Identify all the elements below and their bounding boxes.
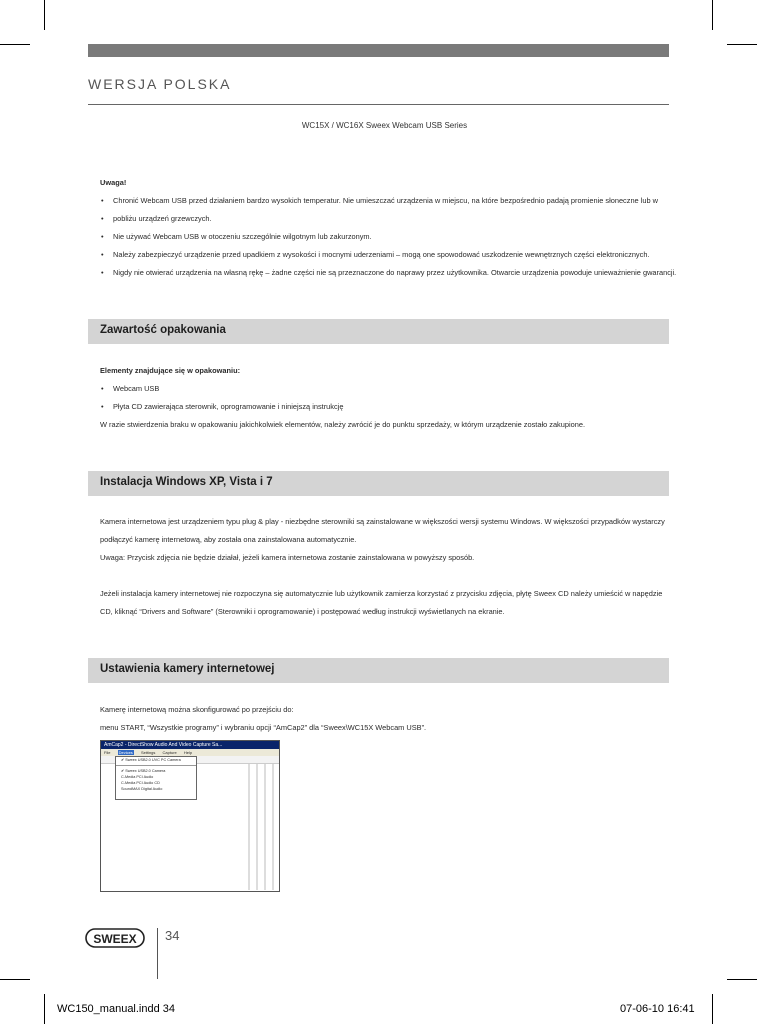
paragraph-line: Uwaga: Przycisk zdjęcia nie będzie działał, jeżeli kamera internetowa zostanie zainstalowana w powyższy sposób. <box>100 553 475 562</box>
package-block <box>100 362 585 434</box>
header-bar <box>88 44 669 57</box>
list-item: • Nigdy nie otwierać urządzenia na własną rękę – żadne części nie są przeznaczone do naprawy przez użytkownika. Otwarcie urządzenia powoduje unieważnienie gwarancji. <box>100 264 676 282</box>
install-block <box>100 513 665 621</box>
menu-file: File <box>104 750 111 755</box>
paragraph-line: podłączyć kamerę internetową, aby została ona zainstalowana automatycznie. <box>100 535 357 544</box>
menu-help: Help <box>183 750 193 755</box>
screenshot-menubar <box>101 749 279 756</box>
section-title: Instalacja Windows XP, Vista i 7 <box>100 476 273 488</box>
list-item-continuation <box>100 210 676 228</box>
list-item: • Nie używać Webcam USB w otoczeniu szczególnie wilgotnym lub zakurzonym. <box>100 228 676 246</box>
video-device-label: Sweex USB2.0 UVC PC Camera <box>125 758 181 762</box>
crop-mark <box>44 0 45 30</box>
stripe <box>248 764 250 890</box>
menu-capture: Capture <box>162 750 177 755</box>
section-header-settings <box>88 658 669 683</box>
dropdown-item: C-Media PCI Audio CD <box>121 781 160 785</box>
package-note: W razie stwierdzenia braku w opakowaniu jakichkolwiek elementów, należy zwrócić je do punktu sprzedaży, w którym urządzenie zostało zakupione. <box>100 420 585 429</box>
menu-devices: Devices <box>118 750 133 755</box>
screenshot-titlebar <box>101 741 279 749</box>
crop-mark <box>727 979 757 980</box>
warning-heading: Uwaga! <box>100 178 127 187</box>
crop-mark <box>712 994 713 1024</box>
title-rule <box>88 104 669 105</box>
list-item: • Płyta CD zawierająca sterownik, oprogramowanie i niniejszą instrukcję <box>100 398 585 416</box>
spacer <box>100 567 665 585</box>
list-item: • Należy zabezpieczyć urządzenie przed upadkiem z wysokości i mocnymi uderzeniami – mogą one spowodować uszkodzenie wewnętrznych części elektronicznych. <box>100 246 676 264</box>
continuation-text: pobliżu urządzeń grzewczych. <box>113 214 212 223</box>
paragraph-line: Kamerę internetową można skonfigurować po przejściu do: <box>100 705 294 714</box>
list-item: • Webcam USB <box>100 380 585 398</box>
section-header-package <box>88 319 669 344</box>
paragraph-line: Jeżeli instalacja kamery internetowej nie rozpoczyna się automatycznie lub użytkownik zamierza korzystać z przycisku zdjęcia, płytę Sweex CD należy umieścić w napędzie <box>100 589 663 598</box>
paragraph-line: CD, kliknąć “Drivers and Software” (Sterowniki i oprogramowanie) i postępować według instrukcji wyświetlanych na ekranie. <box>100 607 505 616</box>
list-item: • Chronić Webcam USB przed działaniem bardzo wysokich temperatur. Nie umieszczać urządzenia w miejscu, na które bezpośrednio padają promienie słoneczne lub w <box>100 192 676 210</box>
devices-dropdown <box>115 756 197 800</box>
paragraph-line: Kamera internetowa jest urządzeniem typu plug & play - niezbędne sterowniki są zainstalowane w większości wersji systemu Windows. W większości przypadków wystarczy <box>100 517 665 526</box>
warning-block <box>100 174 676 282</box>
slug-date: 07-06-10 16:41 <box>620 1003 695 1015</box>
stripe <box>272 764 274 890</box>
dropdown-item: SoundMAX Digital Audio <box>121 787 163 791</box>
settings-block <box>100 701 426 737</box>
crop-mark <box>0 44 30 45</box>
package-subheading: Elementy znajdujące się w opakowaniu: <box>100 366 241 375</box>
logo-text: SWEEX <box>93 932 137 946</box>
dropdown-item: ✔ Sweex USB2.0 UVC PC Camera <box>121 758 181 762</box>
crop-mark <box>727 44 757 45</box>
sweex-logo <box>85 927 145 949</box>
menu-settings: Settings <box>140 750 156 755</box>
page-number: 34 <box>165 928 180 943</box>
stripe <box>256 764 258 890</box>
stripe <box>264 764 266 890</box>
screenshot-title: AmCap2 - DirectShow Audio And Video Capture Sa... <box>104 742 223 748</box>
dropdown-separator <box>116 765 196 766</box>
amcap-screenshot <box>100 740 280 892</box>
section-title: Ustawienia kamery internetowej <box>100 663 275 675</box>
crop-mark <box>712 0 713 30</box>
section-title: Zawartość opakowania <box>100 324 226 336</box>
doc-subtitle <box>0 121 757 130</box>
paragraph-line: menu START, “Wszystkie programy” i wybraniu opcji “AmCap2” dla “Sweex\WC15X Webcam USB”. <box>100 723 427 732</box>
page-rule <box>157 928 158 979</box>
crop-mark <box>44 994 45 1024</box>
dropdown-item: ✔ Sweex USB2.0 Camera <box>121 769 166 773</box>
screenshot-stripes <box>244 764 279 890</box>
slug-filename: WC150_manual.indd 34 <box>57 1003 176 1015</box>
crop-mark <box>0 979 30 980</box>
package-list <box>100 380 585 416</box>
audio-device-label: Sweex USB2.0 Camera <box>125 769 166 773</box>
doc-subtitle-text: WC15X / WC16X Sweex Webcam USB Series <box>301 121 468 130</box>
dropdown-item: C-Media PCI Audio <box>121 775 154 779</box>
language-title: WERSJA POLSKA <box>88 76 232 92</box>
section-header-install <box>88 471 669 496</box>
warning-list <box>100 192 676 282</box>
